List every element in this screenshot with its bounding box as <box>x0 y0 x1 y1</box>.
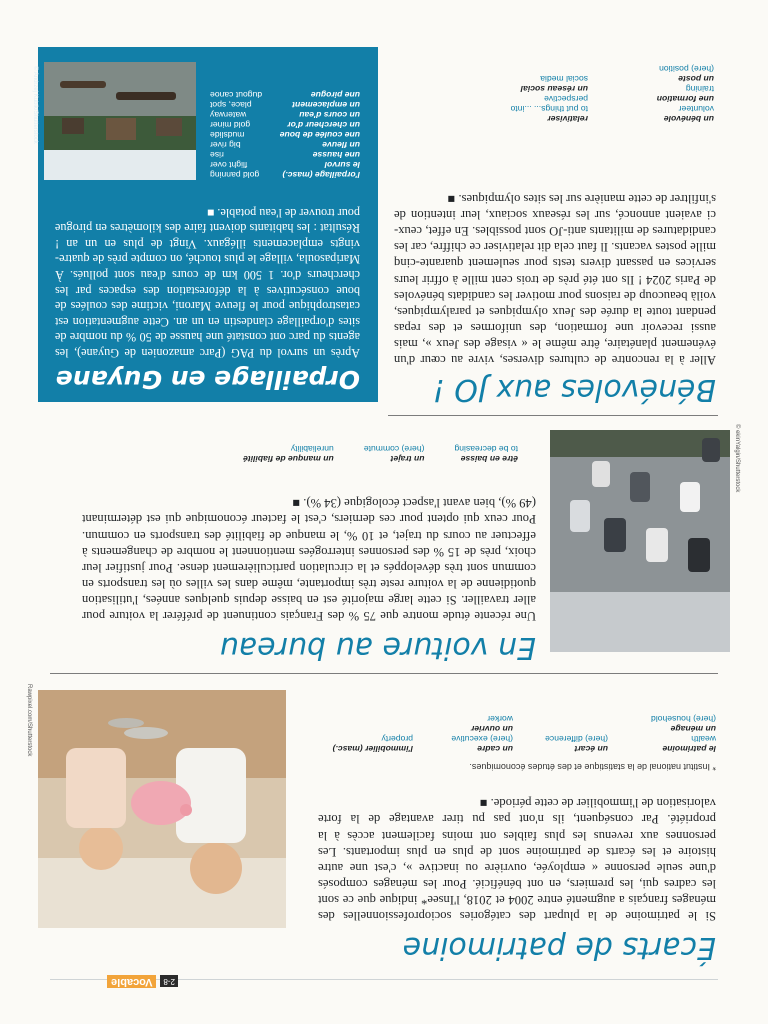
glossary-en: (here) commute <box>363 444 425 454</box>
glossary-en: to be decreasing <box>454 444 518 454</box>
glossary-fr: le patrimoine <box>662 744 716 754</box>
paragraph: Après un survol du PAG (Parc amazonien de Guyane), les agents du parc ont constaté une hausse de 50 % du nombre de sites d'orpaillage clandestin en un an. Cette augmentation est catastrophique pour le fleuve Maroni, victime des coulées de boue consécutives à la déforestation des espaces par les chercheurs d'or. 1 500 km de cours d'eau sont pollués. À Maripasoula, village le plus touché, on compte près de quatre-vingts emplacements illégaux. Vingt de plus en un an ! Résultat : les habitants doivent faire des kilomètres en pirogue pour trouver de l'eau potable. ■ <box>55 205 360 360</box>
glossary-en: gold miner <box>210 120 251 130</box>
glossary-fr: une coulée de boue <box>279 130 360 140</box>
glossary-en: volunteer <box>678 104 714 114</box>
family-piggy-bank-photo <box>38 690 286 928</box>
brand-logo: Vocable <box>107 975 156 988</box>
section-divider <box>50 673 718 674</box>
glossary-group <box>68 444 518 464</box>
glossary-fr: un réseau social <box>520 84 588 94</box>
box-body <box>55 204 360 360</box>
photo-credit: © ekinYalgin/Shutterstock <box>734 424 740 493</box>
glossary-fr: un écart <box>574 744 608 754</box>
photo-credit: Rawpixel.com/Shutterstock <box>26 684 32 757</box>
glossary-group <box>528 734 608 754</box>
paragraph: Aller à la rencontre de cultures diverses, vivre au cœur d'un événement planétaire, être même le « visage des Jeux », mais aussi recevoir une formation, des uniformes et des repas pendant toute la durée des Jeux olympiques et paralympiques, voilà beaucoup de raisons pour motiver les candidats bénévoles de Paris 2024 ! Ils ont été près de trois cent mille à offrir leurs services en passant divers tests pour seulement quarante-cinq mille postes vacants. Il faut cela dit relativiser ce chiffre, car les candidatures de militants anti-JO sont possibles. En effet, ceux-ci avaient annoncé, sur les réseaux sociaux, leur intention de s'infiltrer de cette manière sur les sites olympiques. ■ <box>394 192 716 367</box>
guyane-box <box>32 47 378 402</box>
glossary-fr: l'immobilier (masc.) <box>332 744 413 754</box>
glossary-en: (here) position <box>659 64 714 74</box>
glossary-en: mudslide <box>210 130 245 140</box>
glossary-fr: un manque de fiabilité <box>243 454 334 464</box>
glossary-group <box>616 714 716 754</box>
glossary-en: (here) executive <box>451 734 513 744</box>
glossary-fr: un emplacement <box>292 100 360 110</box>
article-title-patrimoine: Écarts de patrimoine <box>402 930 716 965</box>
glossary-en: (here) difference <box>545 734 608 744</box>
photo-credit: © Andrzej Kubik/Shutterstock <box>32 66 38 144</box>
glossary-group <box>604 64 714 124</box>
paragraph: Si le patrimoine de la plupart des catégories socioprofessionnelles des ménages français a augmenté entre 2004 et 2018, l'Insee* indique que ce sont les cadres qui, les premiers, en ont bénéficié. Pour les ménages composés d'une seule personne « employée, ouvrière ou inactive », c'est une autre histoire et les écarts de patrimoine sont de plus en plus importants. Les personnes aux revenus les plus faibles ont moins facilement accès à la propriété. Par conséquent, ils n'ont pas pu tirer avantage de la forte valorisation de l'immobilier de cette période. ■ <box>318 796 716 923</box>
box-title-wrap <box>56 365 360 394</box>
glossary-en: gold panning <box>210 170 260 180</box>
glossary-fr: une hausse <box>312 150 360 160</box>
glossary-group <box>313 734 413 754</box>
glossary-en: social media <box>540 74 588 84</box>
article-title-voiture: En voiture au bureau <box>219 630 536 665</box>
glossary-en: training <box>685 84 714 94</box>
article-title-benevoles: Bénévoles aux JO ! <box>432 372 716 407</box>
glossary-group <box>478 74 588 124</box>
glossary-en: wealth <box>691 734 716 744</box>
glossary-en: property <box>381 734 413 744</box>
glossary-fr: un chercheur d'or <box>287 120 360 130</box>
section-divider <box>388 415 718 416</box>
glossary-fr: un bénévole <box>663 114 714 124</box>
glossary-en: (here) household <box>651 714 716 724</box>
glossary-en: place, spot <box>210 100 252 110</box>
page-number: 2-8 <box>160 976 178 988</box>
glossary-fr: un cours d'eau <box>299 110 360 120</box>
glossary-fr: un poste <box>678 74 714 84</box>
river-boats-photo <box>44 62 196 180</box>
brand-block <box>107 975 178 988</box>
glossary-en: worker <box>487 714 513 724</box>
glossary-en: waterway <box>210 110 247 120</box>
article-body-voiture <box>82 495 536 624</box>
traffic-jam-photo <box>550 430 730 652</box>
article-body-patrimoine <box>318 795 716 924</box>
glossary-fr: un fleuve <box>322 140 360 150</box>
glossary-en: flight over <box>210 160 248 170</box>
glossary-fr: l'orpaillage (masc.) <box>282 170 360 180</box>
glossary-fr: un ouvrier <box>470 724 513 734</box>
glossary-fr: un trajet <box>390 454 425 464</box>
glossary-fr: relativiser <box>547 114 588 124</box>
paragraph: Une récente étude montre que 75 % des Français continuent de préférer la voiture pour aller travailler. Si cette large majorité est en baisse depuis quelques années, l'utilisation quotidienne de la voiture reste très importante, même dans les villes où les transports en commun sont très développés et la circulation particulièrement dense. Pour justifier leur choix, près de 15 % des personnes interrogées mentionnent le nombre de changements à effectuer au cours du trajet, et 10 %, le manque de fiabilité des transports en commun. Pour ceux qui optent pour ces derniers, c'est le facteur économique qui est déterminant (49 %), bien avant l'aspect écologique (34 %). ■ <box>82 496 536 623</box>
glossary-en: rise <box>210 150 224 160</box>
glossary-fr: une pirogue <box>310 90 360 100</box>
glossary-fr: un ménage <box>670 724 716 734</box>
glossary-en: to put things... ...into perspective <box>510 94 588 114</box>
footnote: * Institut national de la statistique et des études économiques. <box>469 762 716 772</box>
glossary-fr: une formation <box>656 94 714 104</box>
glossary-group <box>413 714 513 754</box>
glossary-en: unreliability <box>290 444 334 454</box>
glossary-fr: un cadre <box>477 744 513 754</box>
glossary-fr: être en baisse <box>460 454 518 464</box>
box-glossary <box>210 90 360 180</box>
glossary-en: big river <box>210 140 241 150</box>
glossary-en: dugout canoe <box>210 90 263 100</box>
glossary-fr: le survol <box>324 160 360 170</box>
box-title: Orpaillage en Guyane <box>55 365 360 394</box>
article-body-benevoles <box>394 191 716 368</box>
